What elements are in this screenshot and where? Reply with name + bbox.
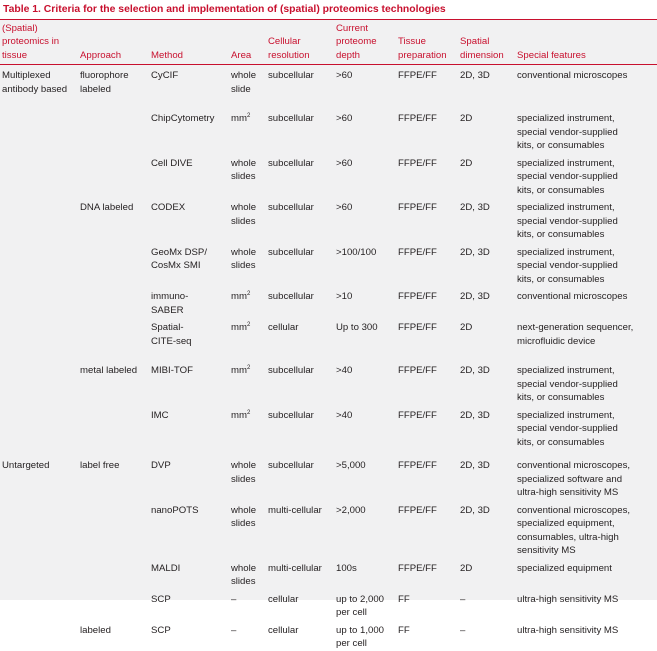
cell-approach <box>78 317 149 360</box>
cell-area: – <box>231 593 237 605</box>
header-cell-method: Method <box>151 49 183 61</box>
table-row <box>0 449 657 500</box>
cell-approach <box>78 558 149 589</box>
cell-approach <box>78 153 149 198</box>
cell-features: conventional microscopes, specialized software and ultra-high sensitivity MS <box>517 460 631 498</box>
cell-method: GeoMx DSP/ CosMx SMI <box>151 246 207 271</box>
cell-method: Spatial- CITE-seq <box>151 322 192 347</box>
cell-features: specialized instrument, special vendor-supplied kits, or consumables <box>517 113 618 151</box>
cell-approach <box>78 286 149 317</box>
cell-tissue: Multiplexed antibody based <box>2 70 68 95</box>
table-row <box>0 589 657 620</box>
cell-area: $mm^2$ <box>231 409 251 421</box>
table-row <box>0 558 657 589</box>
header-cell-approach: Approach <box>80 49 122 61</box>
cell-features: specialized equipment <box>517 562 612 574</box>
cell-depth: Up to 300 <box>336 322 378 333</box>
cell-resolution: multi-cellular <box>268 504 322 516</box>
table-row <box>0 108 657 153</box>
cell-depth: >10 <box>336 291 353 302</box>
cell-method: MIBI-TOF <box>151 365 193 376</box>
cell-tissue <box>0 589 78 620</box>
cell-tissue <box>0 108 78 153</box>
cell-resolution: subcellular <box>268 409 314 421</box>
table-row <box>0 242 657 287</box>
cell-features: specialized instrument, special vendor-supplied kits, or consumables <box>517 246 618 285</box>
cell-depth: up to 2,000 per cell <box>336 593 385 618</box>
cell-preparation: FFPE/FF <box>398 562 437 574</box>
cell-approach <box>78 589 149 620</box>
cell-dimension: 2D, 3D <box>460 202 490 213</box>
cell-approach: DNA labeled <box>80 202 134 213</box>
cell-resolution: subcellular <box>268 291 314 302</box>
cell-features: conventional microscopes <box>517 70 628 81</box>
cell-resolution: subcellular <box>268 70 314 81</box>
cell-depth: 100s <box>336 562 357 574</box>
area-superscript: 2 <box>246 290 251 297</box>
cell-area: whole slides <box>231 460 257 485</box>
cell-tissue <box>0 558 78 589</box>
cell-method: SCP <box>151 593 171 605</box>
cell-depth: >60 <box>336 202 353 213</box>
cell-preparation: FFPE/FF <box>398 70 437 81</box>
cell-resolution: subcellular <box>268 157 314 169</box>
cell-tissue <box>0 405 78 450</box>
header-cell-depth: Current proteome depth <box>336 22 377 61</box>
table-row <box>0 65 657 108</box>
cell-depth: >100/100 <box>336 246 377 258</box>
cell-depth: >40 <box>336 409 353 421</box>
cell-area: – <box>231 624 237 636</box>
cell-preparation: FFPE/FF <box>398 322 437 333</box>
cell-preparation: FFPE/FF <box>398 365 437 376</box>
cell-method: MALDI <box>151 562 181 574</box>
table-row <box>0 360 657 405</box>
table-caption: Table 1. Criteria for the selection and implementation of (spatial) proteomics technologies <box>3 4 446 15</box>
cell-dimension: 2D <box>460 157 473 169</box>
cell-area: whole slide <box>231 70 257 95</box>
cell-approach <box>78 405 149 450</box>
cell-tissue <box>0 500 78 558</box>
cell-dimension: 2D, 3D <box>460 246 490 258</box>
cell-approach <box>78 108 149 153</box>
cell-area: whole slides <box>231 562 257 587</box>
area-superscript: 2 <box>246 364 251 371</box>
cell-dimension: 2D, 3D <box>460 504 490 516</box>
cell-resolution: subcellular <box>268 365 314 376</box>
cell-tissue: Untargeted <box>2 460 50 471</box>
table-row <box>0 286 657 317</box>
cell-depth: up to 1,000 per cell <box>336 624 385 649</box>
header-cell-area: Area <box>231 49 252 61</box>
cell-features: conventional microscopes, specialized equipment, consumables, ultra-high sensitivity MS <box>517 504 631 556</box>
table-row <box>0 317 657 360</box>
table-row <box>0 405 657 450</box>
cell-resolution: cellular <box>268 624 299 636</box>
cell-area: $mm^2$ <box>231 364 251 376</box>
cell-method: CODEX <box>151 202 186 213</box>
cell-dimension: 2D <box>460 322 473 333</box>
cell-dimension: 2D, 3D <box>460 409 490 421</box>
cell-dimension: 2D, 3D <box>460 460 490 471</box>
cell-method: Cell DIVE <box>151 157 193 169</box>
cell-preparation: FFPE/FF <box>398 246 437 258</box>
cell-dimension: 2D <box>460 113 473 124</box>
table-container <box>0 20 657 649</box>
area-superscript: 2 <box>246 112 251 119</box>
cell-preparation: FFPE/FF <box>398 460 437 471</box>
cell-depth: >60 <box>336 157 353 169</box>
cell-method: nanoPOTS <box>151 504 199 516</box>
table-row <box>0 153 657 198</box>
cell-preparation: FFPE/FF <box>398 157 437 169</box>
cell-tissue <box>0 620 78 651</box>
cell-method: immuno- SABER <box>151 291 189 316</box>
cell-preparation: FFPE/FF <box>398 202 437 213</box>
header-cell-tissue: (Spatial) proteomics in tissue <box>2 22 60 61</box>
cell-area: whole slides <box>231 246 257 271</box>
table-header <box>0 20 657 65</box>
cell-resolution: subcellular <box>268 246 314 258</box>
cell-tissue <box>0 360 78 405</box>
cell-depth: >40 <box>336 365 353 376</box>
cell-preparation: FF <box>398 624 410 636</box>
header-cell-features: Special features <box>517 49 586 61</box>
cell-method: ChipCytometry <box>151 113 215 124</box>
cell-tissue <box>0 317 78 360</box>
cell-features: next-generation sequencer, microfluidic device <box>517 322 634 347</box>
header-cell-dimension: Spatial dimension <box>460 36 504 61</box>
cell-approach: metal labeled <box>80 365 138 376</box>
header-cell-resolution: Cellular resolution <box>268 36 310 61</box>
cell-approach <box>78 500 149 558</box>
cell-resolution: cellular <box>268 322 299 333</box>
cell-dimension: 2D, 3D <box>460 365 490 376</box>
cell-approach: label free <box>80 460 120 471</box>
cell-features: specialized instrument, special vendor-supplied kits, or consumables <box>517 365 618 403</box>
cell-method: DVP <box>151 460 171 471</box>
header-row <box>0 20 657 64</box>
table-row <box>0 500 657 558</box>
cell-area: whole slides <box>231 202 257 227</box>
cell-tissue <box>0 242 78 287</box>
cell-tissue <box>0 197 78 242</box>
cell-approach: fluorophore labeled <box>80 70 129 95</box>
area-superscript: 2 <box>246 409 251 416</box>
cell-resolution: multi-cellular <box>268 562 322 574</box>
cell-depth: >60 <box>336 113 353 124</box>
cell-dimension: 2D, 3D <box>460 70 490 81</box>
table-row <box>0 197 657 242</box>
cell-depth: >5,000 <box>336 460 366 471</box>
cell-features: specialized instrument, special vendor-supplied kits, or consumables <box>517 409 618 448</box>
cell-depth: >60 <box>336 70 353 81</box>
cell-preparation: FF <box>398 593 410 605</box>
cell-features: specialized instrument, special vendor-supplied kits, or consumables <box>517 157 618 196</box>
cell-resolution: cellular <box>268 593 299 605</box>
cell-preparation: FFPE/FF <box>398 504 437 516</box>
cell-preparation: FFPE/FF <box>398 291 437 302</box>
cell-features: specialized instrument, special vendor-supplied kits, or consumables <box>517 202 618 240</box>
cell-method: CyCIF <box>151 70 179 81</box>
cell-area: whole slides <box>231 157 257 182</box>
cell-area: $mm^2$ <box>231 321 251 333</box>
cell-area: $mm^2$ <box>231 112 251 124</box>
cell-method: SCP <box>151 624 171 636</box>
cell-resolution: subcellular <box>268 460 314 471</box>
cell-preparation: FFPE/FF <box>398 409 437 421</box>
cell-dimension: 2D, 3D <box>460 291 490 302</box>
cell-approach: labeled <box>80 624 111 636</box>
proteomics-table <box>0 20 657 651</box>
cell-area: $mm^2$ <box>231 290 251 302</box>
cell-tissue <box>0 153 78 198</box>
header-cell-preparation: Tissue preparation <box>398 36 447 61</box>
cell-features: ultra-high sensitivity MS <box>517 593 619 605</box>
cell-tissue <box>0 286 78 317</box>
cell-features: ultra-high sensitivity MS <box>517 624 619 636</box>
area-superscript: 2 <box>246 321 251 328</box>
cell-preparation: FFPE/FF <box>398 113 437 124</box>
cell-area: whole slides <box>231 504 257 529</box>
cell-resolution: subcellular <box>268 202 314 213</box>
table-body <box>0 65 657 651</box>
cell-dimension: – <box>460 593 466 605</box>
cell-approach <box>78 242 149 287</box>
table-row <box>0 620 657 651</box>
cell-depth: >2,000 <box>336 504 366 516</box>
cell-features: conventional microscopes <box>517 291 628 302</box>
cell-method: IMC <box>151 409 169 421</box>
cell-dimension: 2D <box>460 562 473 574</box>
cell-resolution: subcellular <box>268 113 314 124</box>
cell-dimension: – <box>460 624 466 636</box>
